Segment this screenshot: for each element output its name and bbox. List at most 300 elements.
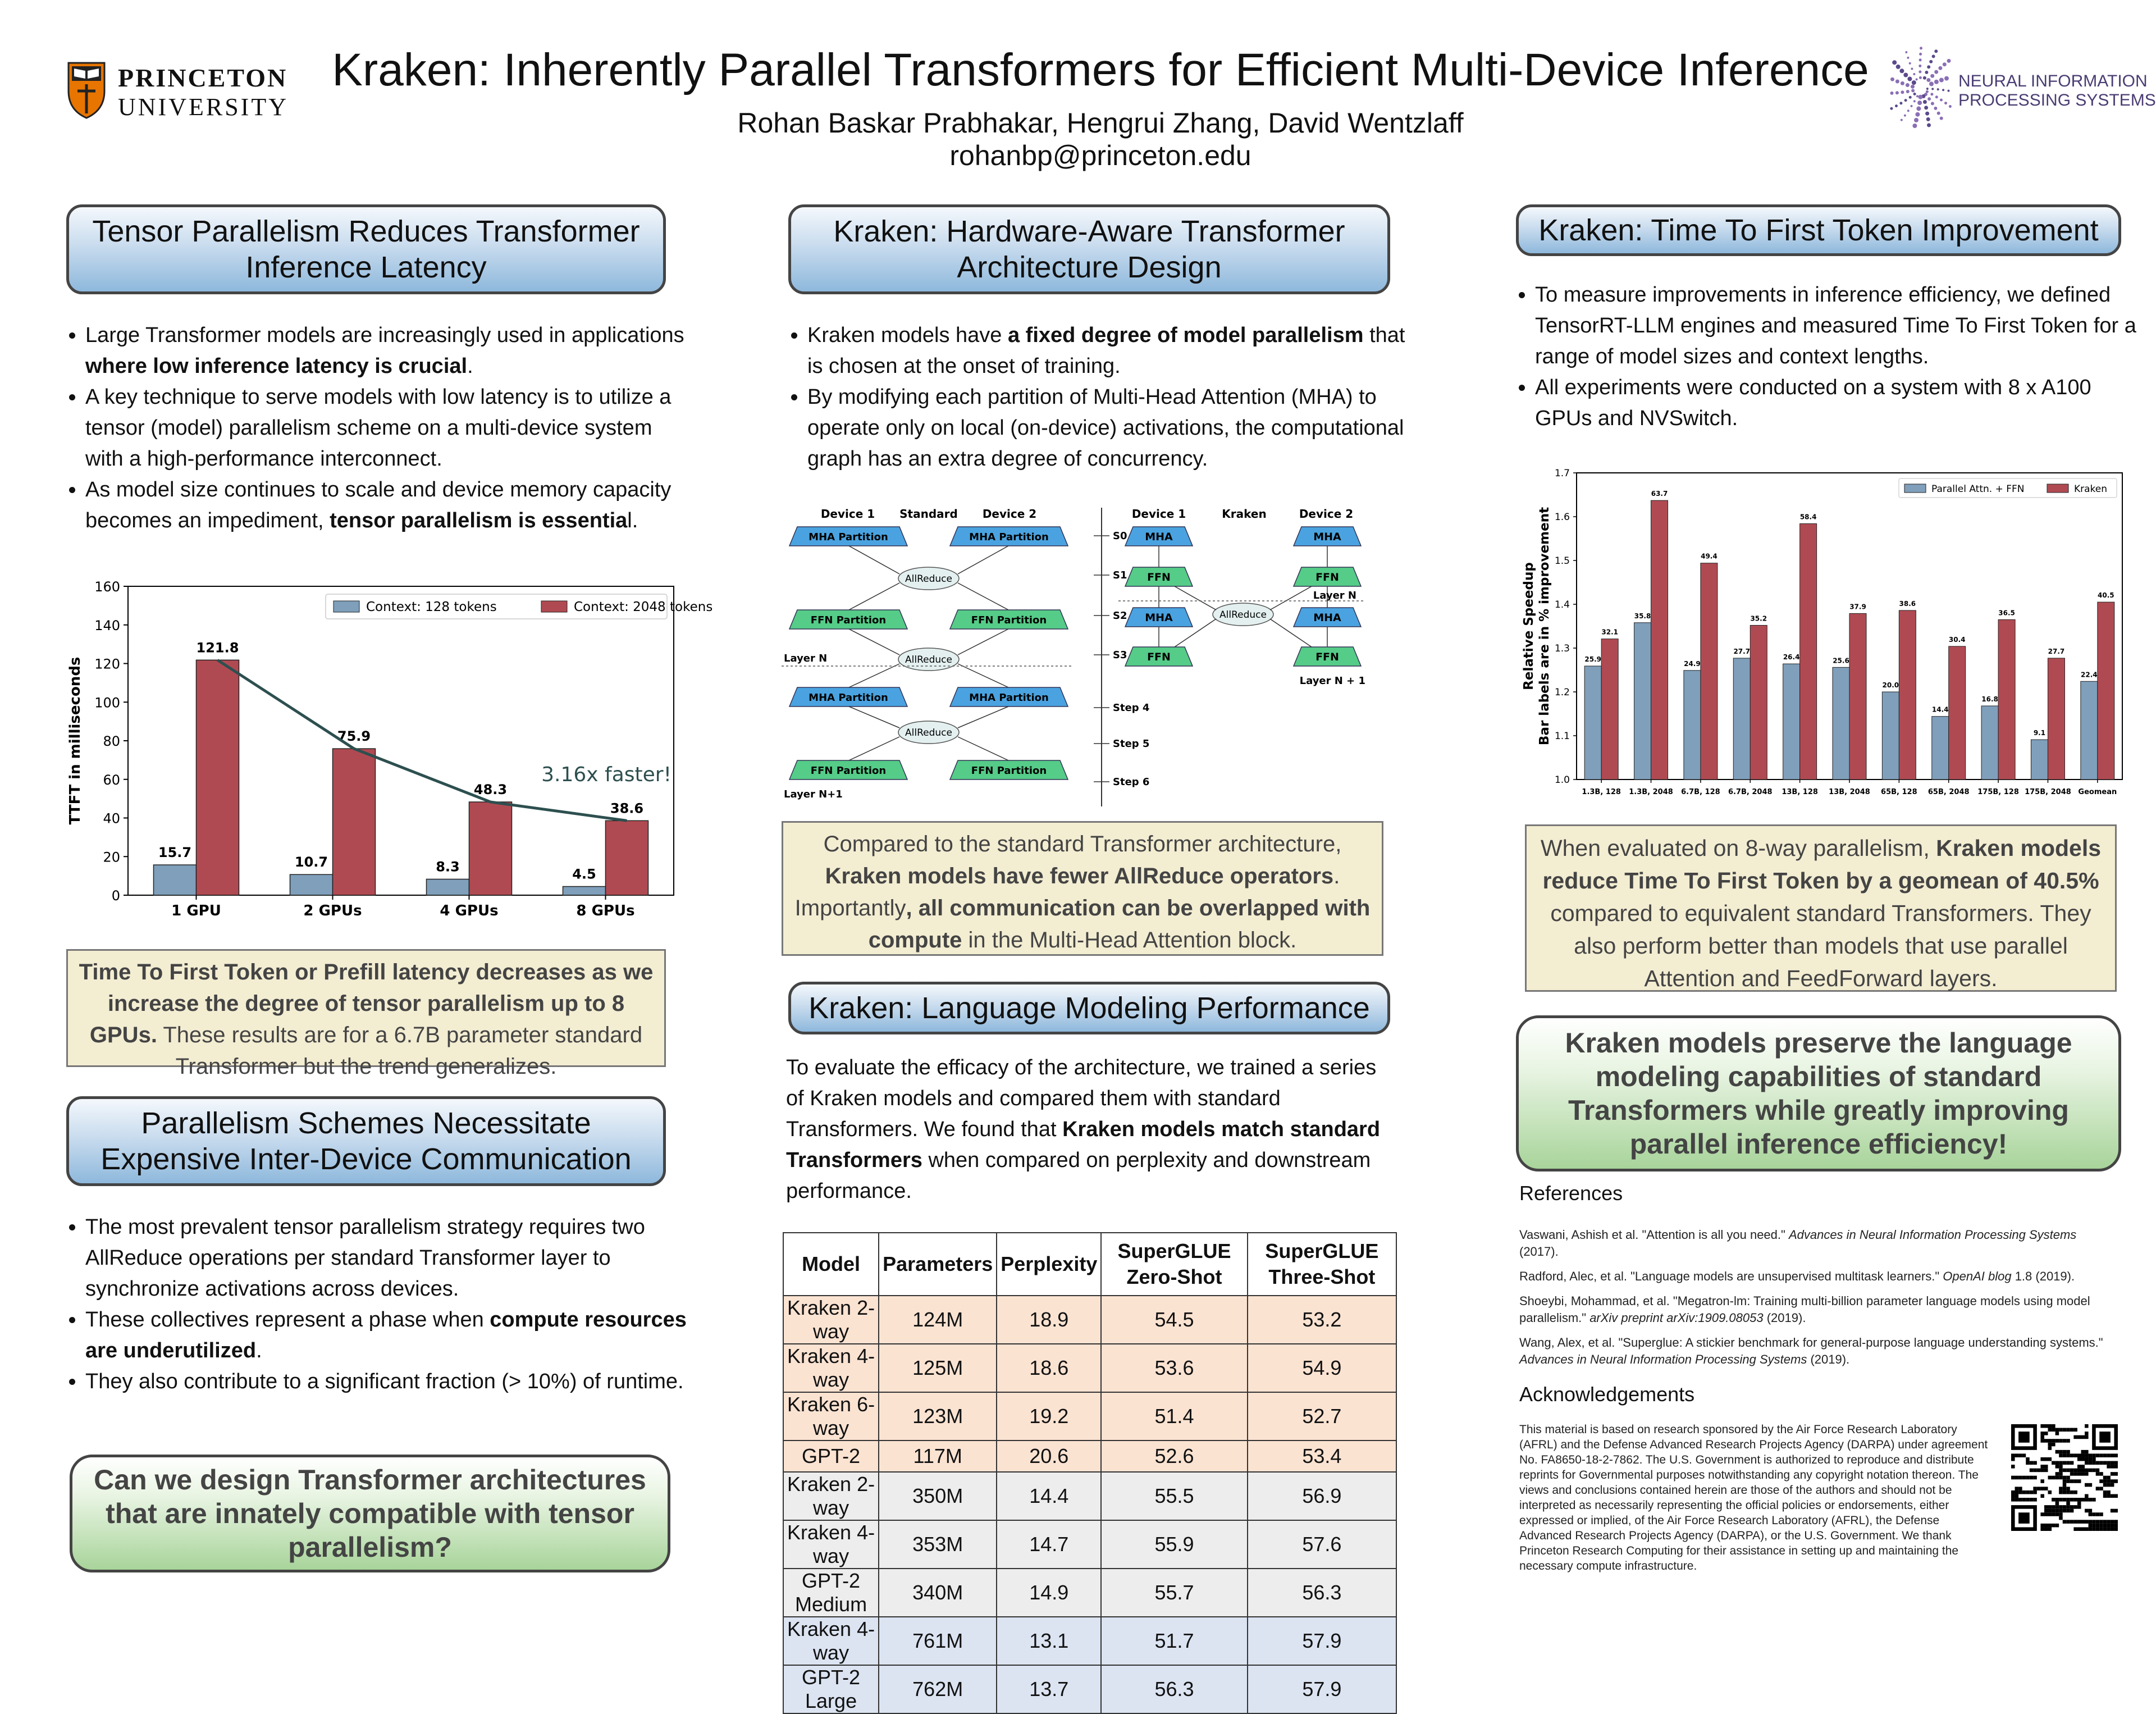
qr-module bbox=[2040, 1424, 2044, 1428]
qr-module bbox=[2081, 1453, 2085, 1457]
logo-dot bbox=[1937, 112, 1940, 115]
qr-module bbox=[2059, 1469, 2063, 1473]
bar-value-label: 63.7 bbox=[1651, 490, 1668, 498]
qr-module bbox=[2089, 1524, 2093, 1528]
table-cell: 20.6 bbox=[997, 1441, 1101, 1472]
y-tick-label: 40 bbox=[103, 810, 120, 827]
logo-dot bbox=[1919, 95, 1923, 99]
table-cell: Kraken 2-way bbox=[783, 1472, 879, 1520]
qr-module bbox=[2048, 1476, 2052, 1480]
logo-dot bbox=[1944, 102, 1947, 104]
qr-module bbox=[2096, 1453, 2100, 1457]
qr-module bbox=[2048, 1428, 2052, 1432]
bar-value-label: 26.4 bbox=[1783, 653, 1800, 662]
partition-block-label: FFN Partition bbox=[810, 614, 887, 626]
bar bbox=[1651, 500, 1668, 779]
logo-dot bbox=[1899, 102, 1902, 104]
qr-module bbox=[2011, 1465, 2015, 1469]
connector bbox=[849, 737, 899, 760]
qr-module bbox=[2085, 1424, 2089, 1428]
logo-dot bbox=[1915, 112, 1920, 117]
qr-module bbox=[2085, 1520, 2089, 1524]
logo-dot bbox=[1917, 101, 1922, 105]
bar bbox=[606, 820, 648, 895]
bullet-item: • A key technique to serve models with low latency is to utilize a tensor (model) parallelism scheme on a multi-device system with a high-performance interconnect. bbox=[85, 382, 692, 475]
table-cell: 762M bbox=[879, 1665, 997, 1713]
qr-module bbox=[2077, 1505, 2081, 1509]
bar-value-label: 4.5 bbox=[572, 866, 596, 882]
qr-module bbox=[2103, 1476, 2107, 1480]
logo-dot bbox=[1939, 78, 1944, 83]
logo-dot bbox=[1907, 110, 1910, 112]
qr-module bbox=[2048, 1490, 2052, 1494]
bullet-item: • By modifying each partition of Multi-Head Attention (MHA) to operate only on local (on-device) activations, the computational graph has an extra degree of concurrency. bbox=[807, 382, 1414, 475]
table-cell: 51.4 bbox=[1101, 1392, 1247, 1441]
qr-module bbox=[2048, 1524, 2052, 1528]
logo-dot bbox=[1899, 69, 1904, 73]
y-tick-label: 0 bbox=[111, 888, 120, 904]
qr-module bbox=[2055, 1439, 2059, 1443]
partition-block-label: MHA Partition bbox=[969, 692, 1049, 704]
logo-dot bbox=[1895, 91, 1899, 94]
qr-module bbox=[2044, 1524, 2048, 1528]
logo-dot bbox=[1943, 62, 1947, 66]
bar bbox=[1783, 664, 1800, 779]
qr-module bbox=[2092, 1457, 2096, 1461]
qr-module bbox=[2111, 1524, 2114, 1528]
nips-line2: PROCESSING SYSTEMS bbox=[1958, 91, 2156, 110]
qr-module bbox=[2066, 1469, 2070, 1473]
qr-module bbox=[2022, 1490, 2026, 1494]
qr-module bbox=[2044, 1487, 2048, 1490]
qr-module bbox=[2103, 1494, 2107, 1498]
logo-dot bbox=[1927, 123, 1931, 127]
logo-dot bbox=[1940, 99, 1943, 102]
results-table bbox=[783, 1232, 1397, 1714]
bar-value-label: 16.8 bbox=[1981, 695, 1998, 703]
x-tick-label: 1.3B, 128 bbox=[1582, 788, 1621, 796]
table-cell: 57.9 bbox=[1248, 1617, 1396, 1665]
qr-module bbox=[2063, 1509, 2067, 1513]
qr-module bbox=[2114, 1472, 2118, 1476]
qr-module bbox=[2092, 1512, 2096, 1516]
qr-module bbox=[2107, 1483, 2111, 1487]
qr-module bbox=[2059, 1516, 2063, 1520]
section-header-language-modeling bbox=[788, 982, 1390, 1034]
logo-dot bbox=[1948, 90, 1950, 92]
qr-module bbox=[2011, 1494, 2015, 1498]
qr-module bbox=[2033, 1461, 2037, 1465]
qr-module bbox=[2103, 1479, 2107, 1483]
qr-module bbox=[2107, 1461, 2111, 1465]
qr-module bbox=[2059, 1461, 2063, 1465]
qr-module bbox=[2092, 1524, 2096, 1528]
princeton-line1: PRINCETON bbox=[118, 63, 288, 92]
table-cell: 54.5 bbox=[1101, 1296, 1247, 1344]
bar bbox=[2098, 602, 2114, 779]
qr-module bbox=[2103, 1527, 2107, 1531]
bar-value-label: 10.7 bbox=[294, 854, 328, 870]
qr-module bbox=[2077, 1435, 2081, 1439]
y-tick-label: 120 bbox=[94, 656, 120, 672]
legend-swatch bbox=[2047, 484, 2068, 493]
logo-dot bbox=[1916, 106, 1921, 111]
bar bbox=[1932, 717, 1949, 779]
table-row bbox=[783, 1296, 1396, 1344]
table-row bbox=[783, 1472, 1396, 1520]
logo-dot bbox=[1934, 107, 1937, 110]
acknowledgements-title: Acknowledgements bbox=[1519, 1383, 1695, 1406]
qr-module bbox=[2114, 1527, 2118, 1531]
qr-module bbox=[2022, 1453, 2026, 1457]
qr-module bbox=[2103, 1483, 2107, 1487]
bar-value-label: 20.0 bbox=[1882, 681, 1899, 689]
references-title: References bbox=[1519, 1182, 1623, 1205]
bar-value-label: 38.6 bbox=[610, 800, 644, 817]
connector bbox=[1270, 586, 1312, 610]
table-cell: GPT-2 Large bbox=[783, 1665, 879, 1713]
qr-module bbox=[2073, 1428, 2077, 1432]
qr-module bbox=[2096, 1461, 2100, 1465]
qr-module bbox=[2048, 1439, 2052, 1443]
connector bbox=[958, 629, 1008, 655]
bar bbox=[1701, 563, 1718, 779]
bar-value-label: 75.9 bbox=[337, 728, 371, 745]
qr-module bbox=[2063, 1487, 2067, 1490]
table-cell: 13.1 bbox=[997, 1617, 1101, 1665]
qr-module bbox=[2018, 1498, 2022, 1502]
qr-module bbox=[2096, 1512, 2100, 1516]
qr-module bbox=[2114, 1509, 2118, 1513]
table-cell: 53.2 bbox=[1248, 1296, 1396, 1344]
logo-dot bbox=[1907, 57, 1909, 59]
table-row bbox=[783, 1344, 1396, 1392]
reference-item: Radford, Alec, et al. "Language models are unsupervised multitask learners." OpenAI blog 1.8 (2019). bbox=[1519, 1269, 2075, 1283]
x-tick-label: 8 GPUs bbox=[576, 902, 635, 919]
qr-module bbox=[2059, 1450, 2063, 1454]
qr-module bbox=[2114, 1453, 2118, 1457]
trend-line bbox=[218, 660, 627, 820]
bar bbox=[427, 879, 469, 895]
table-cell: 56.3 bbox=[1101, 1665, 1247, 1713]
qr-module bbox=[2066, 1453, 2070, 1457]
legend-label: Kraken bbox=[2074, 484, 2108, 495]
legend-swatch bbox=[541, 601, 567, 612]
qr-module bbox=[2077, 1453, 2081, 1457]
qr-module bbox=[2052, 1428, 2055, 1432]
section-title: Kraken: Language Modeling Performance bbox=[808, 991, 1370, 1025]
bar-value-label: 35.8 bbox=[1634, 612, 1651, 620]
logo-dot bbox=[1930, 74, 1934, 78]
logo-dot bbox=[1929, 60, 1933, 63]
qr-module bbox=[2040, 1479, 2044, 1483]
qr-module bbox=[2048, 1446, 2052, 1450]
lm-paragraph: To evaluate the efficacy of the architecture, we trained a series of Kraken models and compared them with standard Transformers. We found that Kraken models match standard Transformers when compared on perplexity and downstream performance. bbox=[786, 1056, 1381, 1203]
logo-dot bbox=[1890, 78, 1894, 81]
table-cell: 124M bbox=[879, 1296, 997, 1344]
qr-module bbox=[2015, 1487, 2019, 1490]
logo-dot bbox=[1911, 68, 1913, 70]
table-cell: 55.5 bbox=[1101, 1472, 1247, 1520]
qr-module bbox=[2033, 1469, 2037, 1473]
y-tick-label: 1.1 bbox=[1554, 731, 1570, 742]
qr-module bbox=[2066, 1502, 2070, 1506]
qr-module bbox=[2096, 1469, 2100, 1473]
kraken-block-label: FFN bbox=[1147, 651, 1171, 663]
qr-module bbox=[2066, 1490, 2070, 1494]
logo-dot bbox=[1924, 106, 1928, 110]
qr-module bbox=[2111, 1494, 2114, 1498]
bar-value-label: 14.4 bbox=[1931, 705, 1949, 714]
table-row bbox=[783, 1392, 1396, 1441]
table-cell: 53.4 bbox=[1248, 1441, 1396, 1472]
qr-module bbox=[2048, 1527, 2052, 1531]
qr-module bbox=[2107, 1520, 2111, 1524]
device-label: Device 2 bbox=[1299, 507, 1354, 521]
qr-module bbox=[2055, 1498, 2059, 1502]
qr-module bbox=[2089, 1527, 2093, 1531]
step-label: S1 bbox=[1113, 569, 1127, 581]
qr-module bbox=[2040, 1487, 2044, 1490]
table-cell: GPT-2 bbox=[783, 1441, 879, 1472]
bar bbox=[1981, 706, 1998, 779]
kraken-block-label: FFN bbox=[1147, 571, 1171, 584]
qr-module bbox=[2052, 1509, 2055, 1513]
qr-module bbox=[2077, 1502, 2081, 1506]
table-cell: 54.9 bbox=[1248, 1344, 1396, 1392]
qr-module bbox=[2063, 1453, 2067, 1457]
qr-module bbox=[2081, 1527, 2085, 1531]
references-list bbox=[1519, 1227, 2109, 1368]
bar-value-label: 121.8 bbox=[196, 640, 239, 656]
qr-module bbox=[2022, 1476, 2026, 1480]
device-label: Device 2 bbox=[982, 507, 1037, 521]
qr-module bbox=[2114, 1479, 2118, 1483]
qr-module bbox=[2059, 1498, 2063, 1502]
x-tick-label: 4 GPUs bbox=[440, 902, 499, 919]
table-cell: Kraken 4-way bbox=[783, 1617, 879, 1665]
logo-dot bbox=[1906, 90, 1910, 93]
qr-module bbox=[2063, 1483, 2067, 1487]
section-title: Tensor Parallelism Reduces Transformer Inference Latency bbox=[92, 215, 640, 284]
qr-module bbox=[2059, 1487, 2063, 1490]
table-cell: Kraken 4-way bbox=[783, 1520, 879, 1569]
logo-dot bbox=[1935, 95, 1938, 98]
qr-module bbox=[2070, 1498, 2074, 1502]
bar bbox=[2031, 740, 2048, 779]
y-tick-label: 1.2 bbox=[1554, 687, 1570, 698]
qr-module bbox=[2089, 1469, 2093, 1473]
bar-value-label: 49.4 bbox=[1701, 552, 1718, 560]
qr-module bbox=[2114, 1465, 2118, 1469]
bar-value-label: 38.6 bbox=[1899, 599, 1916, 608]
qr-module bbox=[2103, 1524, 2107, 1528]
qr-module bbox=[2055, 1505, 2059, 1509]
princeton-line2: UNIVERSITY bbox=[118, 93, 289, 121]
logo-dot bbox=[1925, 71, 1928, 74]
qr-module bbox=[2096, 1472, 2100, 1476]
qr-module bbox=[2055, 1465, 2059, 1469]
qr-module bbox=[2033, 1490, 2037, 1494]
qr-module bbox=[2030, 1498, 2034, 1502]
bar-value-label: 27.7 bbox=[2048, 647, 2065, 655]
logo-dot bbox=[1892, 60, 1897, 65]
logo-dot bbox=[1929, 81, 1934, 86]
y-axis-label: TTFT in milliseconds bbox=[67, 657, 84, 825]
logo-dot bbox=[1896, 65, 1901, 69]
device-label: Device 1 bbox=[1131, 507, 1186, 521]
table-cell: 14.4 bbox=[997, 1472, 1101, 1520]
logo-dot bbox=[1890, 92, 1894, 95]
step-label: S2 bbox=[1113, 610, 1127, 622]
qr-module bbox=[2059, 1453, 2063, 1457]
qr-module bbox=[2107, 1490, 2111, 1494]
allreduce-label: AllReduce bbox=[1219, 609, 1267, 621]
logo-dot bbox=[1909, 96, 1912, 99]
qr-module bbox=[2059, 1490, 2063, 1494]
qr-module bbox=[2073, 1472, 2077, 1476]
allreduce-label: AllReduce bbox=[905, 573, 952, 585]
qr-module bbox=[2018, 1453, 2022, 1457]
logo-dot bbox=[1926, 117, 1930, 121]
table-cell: 56.9 bbox=[1248, 1472, 1396, 1520]
y-tick-label: 1.6 bbox=[1554, 512, 1570, 523]
qr-module bbox=[2111, 1453, 2114, 1457]
logo-dot bbox=[1937, 88, 1939, 90]
partition-block-label: FFN Partition bbox=[971, 765, 1047, 777]
bar-value-label: 27.7 bbox=[1733, 647, 1751, 655]
qr-module bbox=[2107, 1479, 2111, 1483]
qr-module bbox=[2030, 1476, 2034, 1480]
x-tick-label: 1 GPU bbox=[171, 902, 221, 919]
qr-module bbox=[2099, 1524, 2103, 1528]
logo-dot bbox=[1907, 77, 1912, 81]
bullet-item: • To measure improvements in inference efficiency, we defined TensorRT-LLM engines and measured Time To First Token for a range of model sizes and context lengths. bbox=[1535, 280, 2147, 372]
qr-module bbox=[2089, 1453, 2093, 1457]
qr-module bbox=[2070, 1520, 2074, 1524]
bullet-list-col1-sec2 bbox=[63, 1212, 692, 1397]
qr-module bbox=[2055, 1450, 2059, 1454]
qr-module bbox=[2070, 1461, 2074, 1465]
legend-swatch bbox=[1904, 484, 1926, 493]
qr-module bbox=[2048, 1512, 2052, 1516]
bar bbox=[1949, 646, 1966, 779]
bar bbox=[1733, 658, 1750, 779]
bar-value-label: 35.2 bbox=[1750, 614, 1767, 623]
table-cell: 13.7 bbox=[997, 1665, 1101, 1713]
bar bbox=[1584, 666, 1601, 779]
qr-module bbox=[2092, 1461, 2096, 1465]
bullet-list-col3 bbox=[1513, 280, 2147, 434]
qr-module bbox=[2044, 1439, 2048, 1443]
architecture-diagram bbox=[782, 500, 1399, 803]
princeton-wordmark bbox=[118, 63, 289, 121]
section-header-ttft-improvement bbox=[1516, 204, 2121, 256]
y-axis-label: Relative Speedup bbox=[1522, 562, 1536, 690]
qr-module bbox=[2030, 1490, 2034, 1494]
callout-geomean: When evaluated on 8-way parallelism, Kraken models reduce Time To First Token by a geomean of 40.5% compared to equivalent standard Transformers. They also perform better than models that use parallel Attention and FeedForward layers. bbox=[1525, 824, 2117, 992]
x-tick-label: 2 GPUs bbox=[303, 902, 362, 919]
acknowledgements-text: This material is based on research sponsored by the Air Force Research Laboratory (AFRL) and the Defense Advanced Research Projects Agency (DARPA) under agreement No. FA8650-18-2-7862. The U.S. Government is authorized to reproduce and distribute reprints for Governmental purposes notwithstanding any copyright notation thereon. The views and conclusions contained herein are those of the authors and should not be interpreted as necessarily representing the official policies or endorsements, either expressed or implied, of the Air Force Research Laboratory (AFRL), the Defense Advanced Research Projects Agency (DARPA), or the U.S. Government. We thank Princeton Research Computing for their assistance in setting up and maintaining the necessary compute infrastructure. bbox=[1519, 1423, 1988, 1572]
qr-module bbox=[2040, 1457, 2044, 1461]
qr-module bbox=[2059, 1439, 2063, 1443]
logo-dot bbox=[1919, 53, 1922, 56]
logo-dot bbox=[1923, 100, 1927, 104]
qr-module bbox=[2052, 1524, 2055, 1528]
bar-value-label: 30.4 bbox=[1948, 635, 1966, 644]
table-header-cell: SuperGLUE Zero-Shot bbox=[1101, 1233, 1247, 1296]
x-tick-label: 6.7B, 128 bbox=[1681, 788, 1720, 796]
table-cell: 123M bbox=[879, 1392, 997, 1441]
y-tick-label: 1.0 bbox=[1554, 774, 1570, 786]
bar bbox=[1899, 610, 1916, 779]
table-cell: 761M bbox=[879, 1617, 997, 1665]
logo-dot bbox=[1914, 118, 1919, 122]
bar bbox=[563, 887, 606, 895]
logo-dot bbox=[1938, 66, 1942, 70]
qr-module bbox=[2048, 1505, 2052, 1509]
layer-label: Layer N+1 bbox=[784, 788, 843, 800]
qr-module bbox=[2070, 1479, 2074, 1483]
bar-value-label: 24.9 bbox=[1684, 659, 1701, 668]
logo-dot bbox=[1919, 70, 1921, 73]
qr-module bbox=[2077, 1457, 2081, 1461]
step-label: S3 bbox=[1113, 649, 1127, 661]
qr-module bbox=[2111, 1461, 2114, 1465]
qr-module bbox=[2085, 1498, 2089, 1502]
qr-module bbox=[2077, 1472, 2081, 1476]
bar bbox=[469, 802, 512, 895]
logo-dot bbox=[1903, 73, 1908, 78]
qr-module bbox=[2114, 1461, 2118, 1465]
qr-module bbox=[2089, 1457, 2093, 1461]
poster-email: rohanbp@princeton.edu bbox=[949, 140, 1251, 171]
qr-module bbox=[2092, 1527, 2096, 1531]
neurips-logo bbox=[1886, 39, 1954, 140]
qr-module bbox=[2099, 1472, 2103, 1476]
qr-module bbox=[2111, 1527, 2114, 1531]
logo-dot bbox=[1912, 80, 1916, 85]
qr-module bbox=[2070, 1469, 2074, 1473]
qr-module bbox=[2040, 1465, 2044, 1469]
qr-module bbox=[2077, 1469, 2081, 1473]
x-tick-label: 65B, 2048 bbox=[1927, 788, 1970, 796]
table-cell: 55.7 bbox=[1101, 1569, 1247, 1617]
qr-module bbox=[2052, 1439, 2055, 1443]
qr-module bbox=[2081, 1450, 2085, 1454]
qr-module bbox=[2107, 1527, 2111, 1531]
diagram-title: Standard bbox=[899, 507, 958, 521]
bar bbox=[1800, 523, 1817, 779]
qr-module bbox=[2048, 1509, 2052, 1513]
qr-code[interactable] bbox=[2011, 1424, 2118, 1531]
table-cell: 18.6 bbox=[997, 1344, 1101, 1392]
qr-module bbox=[2030, 1461, 2034, 1465]
qr-module bbox=[2111, 1509, 2114, 1513]
qr-module bbox=[2114, 1494, 2118, 1498]
table-cell: 19.2 bbox=[997, 1392, 1101, 1441]
qr-module bbox=[2044, 1457, 2048, 1461]
qr-module bbox=[2066, 1428, 2070, 1432]
table-cell: 57.6 bbox=[1248, 1520, 1396, 1569]
section-title: Kraken: Time To First Token Improvement bbox=[1538, 213, 2099, 247]
question-box bbox=[70, 1455, 670, 1572]
qr-module bbox=[2015, 1494, 2019, 1498]
qr-module bbox=[2026, 1461, 2030, 1465]
qr-module bbox=[2063, 1469, 2067, 1473]
qr-module bbox=[2063, 1428, 2067, 1432]
qr-module bbox=[2048, 1424, 2052, 1428]
